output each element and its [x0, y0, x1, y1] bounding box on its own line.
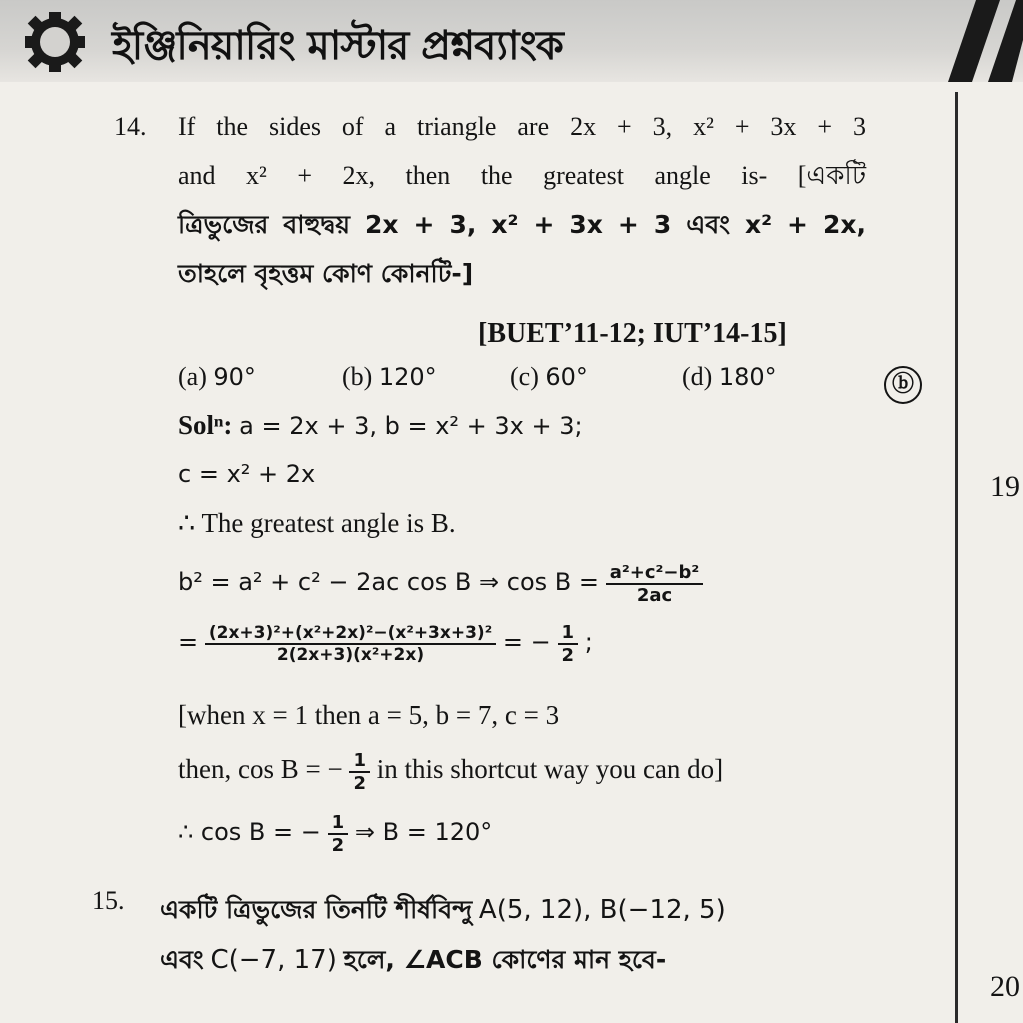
solution-line-6: [when x = 1 then a = 5, b = 7, c = 3 [178, 700, 560, 730]
q14-line-2: and x² + 2x, then the greatest angle is- [একটি [178, 161, 866, 190]
solution-line-2: c = x² + 2x [178, 460, 316, 488]
q15-line-1: একটি ত্রিভুজের তিনটি শীর্ষবিন্দু A(5, 12), B(−12, 5) [160, 895, 726, 925]
answer-badge: ⓑ [884, 366, 922, 404]
question-number: 14. [114, 112, 147, 141]
solution-label: Solⁿ: [178, 410, 233, 440]
question-number: 15. [92, 886, 125, 915]
question-14-text [178, 102, 866, 298]
q14-line-1: If the sides of a triangle are 2x + 3, x² + 3x + 3 [178, 112, 866, 141]
fraction-half: $\frac{1}{2}$ [328, 812, 349, 856]
fraction-half: $\frac{1}{2}$ [558, 622, 579, 666]
option-c: (c) 60° [510, 362, 588, 391]
q15-line-2: এবং C(−7, 17) হলে, ∠ACB কোণের মান হবে- [160, 945, 667, 975]
gear-icon [14, 10, 96, 74]
solution-line-1: Solⁿ: a = 2x + 3, b = x² + 3x + 3; [178, 410, 583, 440]
margin-number: 20 [990, 970, 1020, 1003]
solution-line-7: then, cos B = − $\frac{1}{2}$ in this shortcut way you can do] [178, 750, 724, 794]
option-d: (d) 180° [682, 362, 777, 391]
q14-line-3: ত্রিভুজের বাহুদ্বয় 2x + 3, x² + 3x + 3 এবং x² + 2x, [178, 210, 866, 239]
solution-line-5: = $\frac{\text{(2x+3)²+(x²+2x)²−(x²+3x+3)²}}{\text{2(2x+3)(x²+2x)}}$ = − $\frac{1}{2}$ ; [178, 622, 593, 666]
option-a: (a) 90° [178, 362, 256, 391]
column-divider [955, 92, 958, 1023]
fraction: $\frac{\text{a²+c²−b²}}{2ac}$ [606, 562, 704, 606]
solution-line-4: b² = a² + c² − 2ac cos B ⇒ cos B = $\frac{\text{a²+c²−b²}}{2ac}$ [178, 562, 703, 606]
question-source: [BUET’11-12; IUT’14-15] [478, 318, 787, 349]
fraction-half: $\frac{1}{2}$ [349, 750, 370, 794]
solution-line-8: ∴ cos B = − $\frac{1}{2}$ ⇒ B = 120° [178, 812, 493, 856]
q14-line-4: তাহলে বৃহত্তম কোণ কোনটি-] [178, 259, 474, 288]
decorative-stripes [930, 0, 1023, 82]
fraction: $\frac{\text{(2x+3)²+(x²+2x)²−(x²+3x+3)²}}{\text{2(2x+3)(x²+2x)}}$ [205, 623, 496, 665]
option-b: (b) 120° [342, 362, 437, 391]
solution-line-3: ∴ The greatest angle is B. [178, 508, 456, 538]
page-header-title: ইঞ্জিনিয়ারিং মাস্টার প্রশ্নব্যাংক [112, 23, 563, 69]
margin-number: 19 [990, 470, 1020, 503]
